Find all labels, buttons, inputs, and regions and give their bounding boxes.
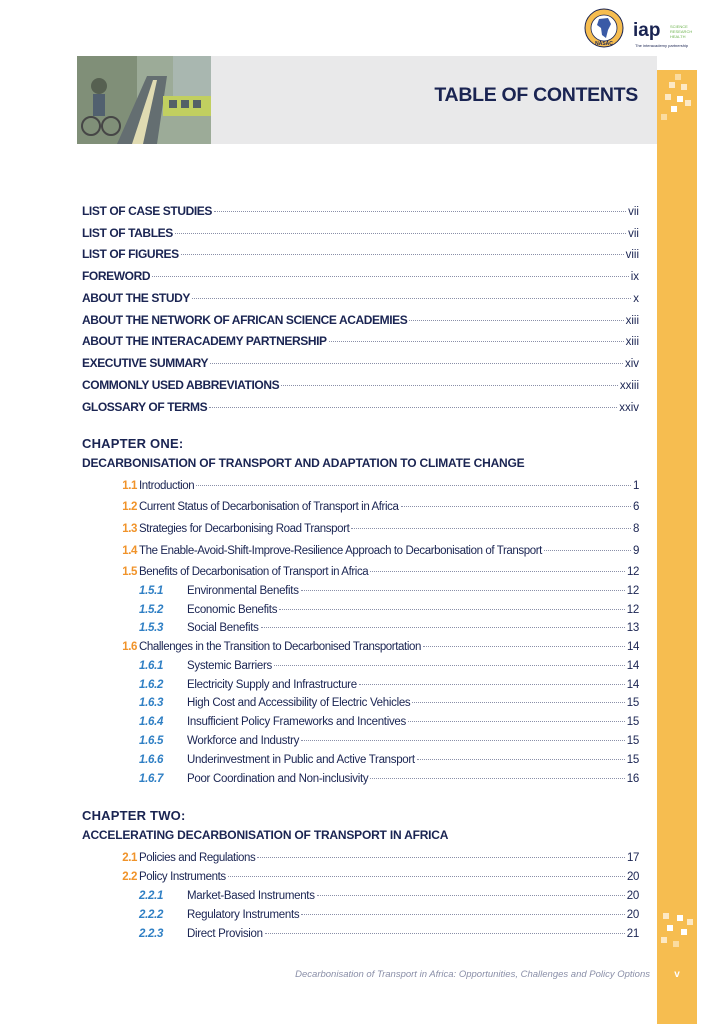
toc-entry[interactable]: COMMONLY USED ABBREVIATIONS xxiii xyxy=(82,378,639,392)
iap-logo xyxy=(633,20,703,52)
toc-subentry[interactable]: 1.5.2 Economic Benefits 12 xyxy=(139,604,639,616)
toc-entry[interactable]: ABOUT THE STUDY x xyxy=(82,291,639,305)
chapter-one-title[interactable]: DECARBONISATION OF TRANSPORT AND ADAPTATION TO CLIMATE CHANGE xyxy=(82,456,525,470)
toc-entry[interactable]: 1.1 Introduction 1 xyxy=(122,480,639,492)
pixel-pattern-top xyxy=(655,70,703,130)
toc-entry[interactable]: 1.5 Benefits of Decarbonisation of Transport in Africa 12 xyxy=(122,566,639,578)
toc-subentry[interactable]: 2.2.1 Market-Based Instruments 20 xyxy=(139,890,639,902)
nasac-logo xyxy=(584,8,624,48)
toc-entry[interactable]: ABOUT THE NETWORK OF AFRICAN SCIENCE ACADEMIES xiii xyxy=(82,313,639,327)
toc-entry[interactable]: ABOUT THE INTERACADEMY PARTNERSHIP xiii xyxy=(82,334,639,348)
toc-entry[interactable]: 1.6 Challenges in the Transition to Decarbonised Transportation 14 xyxy=(122,641,639,653)
toc-subentry[interactable]: 1.6.3 High Cost and Accessibility of Electric Vehicles 15 xyxy=(139,697,639,709)
toc-entry[interactable]: LIST OF TABLES vii xyxy=(82,226,639,240)
toc-subentry[interactable]: 1.6.6 Underinvestment in Public and Active Transport 15 xyxy=(139,754,639,766)
toc-entry[interactable]: GLOSSARY OF TERMS xxiv xyxy=(82,400,639,414)
toc-subentry[interactable]: 1.6.2 Electricity Supply and Infrastructure 14 xyxy=(139,679,639,691)
toc-subentry[interactable]: 1.6.4 Insufficient Policy Frameworks and Incentives 15 xyxy=(139,716,639,728)
iap-logo-word: iap xyxy=(633,20,661,41)
iap-logo-subtitle: The interacademy partnership xyxy=(635,43,689,48)
chapter-two-label: CHAPTER TWO: xyxy=(82,808,186,823)
toc-entry[interactable]: LIST OF CASE STUDIES vii xyxy=(82,204,639,218)
toc-entry[interactable]: 2.2 Policy Instruments 20 xyxy=(122,871,639,883)
toc-entry[interactable]: 1.3 Strategies for Decarbonising Road Transport 8 xyxy=(122,523,639,535)
toc-subentry[interactable]: 1.6.7 Poor Coordination and Non-inclusivity 16 xyxy=(139,773,639,785)
toc-entry[interactable]: 1.4 The Enable-Avoid-Shift-Improve-Resilience Approach to Decarbonisation of Transport 9 xyxy=(122,545,639,557)
nasac-logo-text: NASAC xyxy=(595,41,613,47)
chapter-two-title[interactable]: ACCELERATING DECARBONISATION OF TRANSPORT IN AFRICA xyxy=(82,828,449,842)
iap-tagline-1: SCIENCE xyxy=(670,24,688,29)
toc-subentry[interactable]: 2.2.3 Direct Provision 21 xyxy=(139,928,639,940)
iap-tagline-2: RESEARCH xyxy=(670,29,693,34)
page-title: TABLE OF CONTENTS xyxy=(434,84,638,106)
toc-subentry[interactable]: 1.5.1 Environmental Benefits 12 xyxy=(139,585,639,597)
iap-logo-tagline xyxy=(670,24,692,39)
toc-subentry[interactable]: 1.6.5 Workforce and Industry 15 xyxy=(139,735,639,747)
transport-photo-collage xyxy=(77,56,211,144)
toc-entry[interactable]: 2.1 Policies and Regulations 17 xyxy=(122,852,639,864)
chapter-one-label: CHAPTER ONE: xyxy=(82,436,184,451)
page-number: v xyxy=(674,969,680,980)
pixel-pattern-bottom xyxy=(655,905,703,955)
toc-subentry[interactable]: 1.5.3 Social Benefits 13 xyxy=(139,622,639,634)
toc-entry[interactable]: FOREWORD ix xyxy=(82,269,639,283)
iap-tagline-3: HEALTH xyxy=(670,34,686,39)
toc-entry[interactable]: LIST OF FIGURES viii xyxy=(82,247,639,261)
toc-entry[interactable]: EXECUTIVE SUMMARY xiv xyxy=(82,356,639,370)
toc-subentry[interactable]: 2.2.2 Regulatory Instruments 20 xyxy=(139,909,639,921)
toc-subentry[interactable]: 1.6.1 Systemic Barriers 14 xyxy=(139,660,639,672)
footer-running-title: Decarbonisation of Transport in Africa: Opportunities, Challenges and Policy Options xyxy=(295,969,650,980)
sidebar-stripe xyxy=(657,70,697,1024)
toc-entry[interactable]: 1.2 Current Status of Decarbonisation of Transport in Africa 6 xyxy=(122,501,639,513)
